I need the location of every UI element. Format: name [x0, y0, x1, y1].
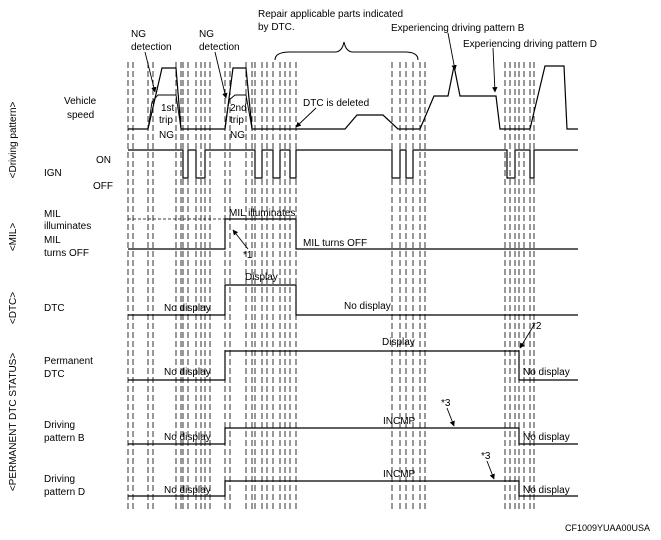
perm-no-display-1: No display	[164, 367, 211, 378]
ign-off-label: OFF	[93, 181, 113, 192]
row-label-driving-b-2: pattern B	[44, 433, 85, 444]
figure-code: CF1009YUAA00USA	[564, 523, 650, 533]
ng-detection-2-line1: NG	[199, 29, 214, 40]
perm-display-label: Display	[382, 337, 415, 348]
dtc-no-display-2: No display	[344, 301, 391, 312]
pattern-b-no-display-2: No display	[523, 432, 570, 443]
note-3a: *3	[441, 398, 451, 409]
row-label-vehicle: Vehicle	[64, 96, 97, 107]
row-label-mil-illum-1: MIL	[44, 209, 61, 220]
trip1-line2: trip	[159, 115, 173, 126]
experiencing-pattern-b: Experiencing driving pattern B	[391, 23, 525, 34]
trip2-line2: trip	[230, 115, 244, 126]
row-label-permanent-dtc: DTC	[44, 369, 65, 380]
note-2: *2	[532, 321, 542, 332]
row-label-speed: speed	[67, 110, 95, 121]
mil-turns-off-label: MIL turns OFF	[303, 238, 368, 249]
group-label-mil: <MIL>	[8, 222, 19, 252]
note-3b: *3	[481, 451, 491, 462]
ng-detection-1-line1: NG	[131, 29, 146, 40]
repair-note-line1: Repair applicable parts indicated	[258, 9, 404, 20]
repair-brace	[275, 42, 418, 60]
row-label-ign: IGN	[44, 168, 62, 179]
perm-no-display-2: No display	[523, 367, 570, 378]
repair-note-line2: by DTC.	[258, 22, 295, 33]
group-label-permanent-dtc-status: <PERMANENT DTC STATUS>	[8, 352, 19, 492]
ng-detection-1-line2: detection	[131, 42, 172, 53]
pattern-d-incmp: INCMP	[383, 469, 416, 480]
pattern-b-no-display-1: No display	[164, 432, 211, 443]
experiencing-pattern-d: Experiencing driving pattern D	[463, 39, 597, 50]
note-1: *1	[243, 250, 253, 261]
pattern-b-incmp: INCMP	[383, 416, 416, 427]
row-label-driving-b-1: Driving	[44, 420, 76, 431]
dtc-deleted-label: DTC is deleted	[303, 98, 370, 109]
row-label-mil-illum-2: illuminates	[44, 221, 92, 232]
trip1-line1: 1st	[161, 103, 175, 114]
ng-label-1: NG	[159, 130, 174, 141]
row-label-permanent: Permanent	[44, 356, 93, 367]
dtc-no-display-1: No display	[164, 303, 211, 314]
row-label-driving-d-1: Driving	[44, 474, 76, 485]
row-label-driving-d-2: pattern D	[44, 487, 86, 498]
group-label-driving-pattern: <Driving pattern>	[8, 101, 19, 179]
ign-on-label: ON	[96, 155, 111, 166]
ng-label-2: NG	[230, 130, 245, 141]
ng-detection-2-line2: detection	[199, 42, 240, 53]
row-label-dtc: DTC	[44, 303, 65, 314]
pattern-d-no-display-1: No display	[164, 485, 211, 496]
ign-waveform	[128, 150, 578, 178]
trip2-line1: 2nd	[230, 103, 247, 114]
dtc-display-label: Display	[245, 272, 278, 283]
row-label-mil-off-1: MIL	[44, 235, 61, 246]
pattern-d-no-display-2: No display	[523, 485, 570, 496]
mil-illuminates-label: MIL illuminates	[229, 208, 296, 219]
row-label-mil-off-2: turns OFF	[44, 248, 90, 259]
group-label-dtc: <DTC>	[8, 291, 19, 325]
